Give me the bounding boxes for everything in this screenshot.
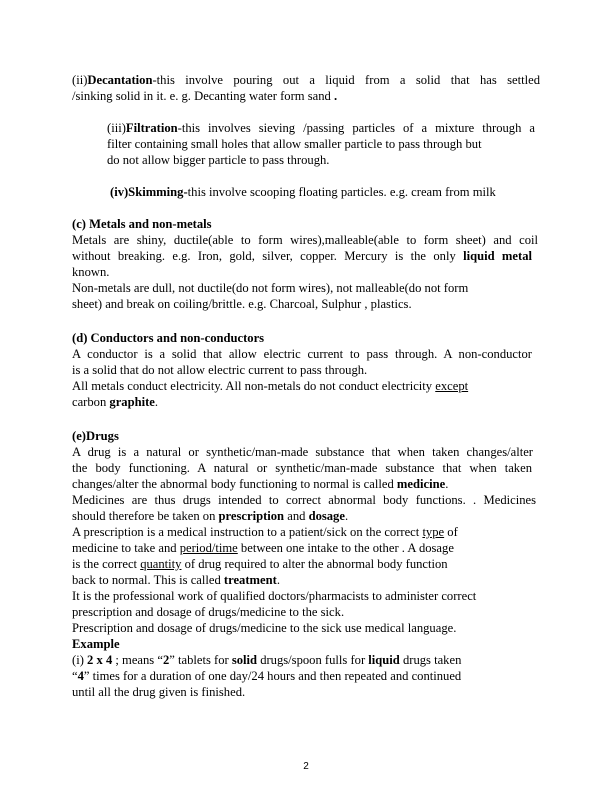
drugs-line-11: prescription and dosage of drugs/medicine to the sick. [72,605,345,619]
conductors-heading: (d) Conductors and non-conductors [72,331,265,345]
drugs-line-8: is the correct quantity of drug required to alter the abnormal body function [72,557,448,571]
drugs-line-7: medicine to take and period/time between one intake to the other . A dosage [72,541,454,555]
conductors-line-3: All metals conduct electricity. All non-metals do not conduct electricity except [72,379,469,393]
example-line-3: until all the drug given is finished. [72,685,246,699]
filtration-term: Filtration [125,121,178,135]
example-line-2: “4” times for a duration of one day/24 hours and then repeated and continued [72,669,462,683]
metals-line-2: without breaking. e.g. Iron, gold, silver, copper. Mercury is the only liquid metal [72,249,532,263]
drugs-line-1: A drug is a natural or synthetic/man-made substance that when taken changes/alter [72,445,533,459]
filtration-line-2: filter containing small holes that allow smaller particle to pass through but [107,137,482,151]
decantation-line-1: (ii)Decantation-this involve pouring out a liquid from a solid that has settled [72,73,540,87]
filtration-line-1: (iii)Filtration-this involves sieving /passing particles of a mixture through a [107,121,535,135]
conductors-line-4: carbon graphite. [72,395,159,409]
metals-heading: (c) Metals and non-metals [72,217,212,231]
drugs-line-9: back to normal. This is called treatment. [72,573,280,587]
drugs-line-6: A prescription is a medical instruction to a patient/sick on the correct type of [72,525,458,539]
drugs-line-3: changes/alter the abnormal body functioning to normal is called medicine. [72,477,449,491]
drugs-line-12: Prescription and dosage of drugs/medicine to the sick use medical language. [72,621,457,635]
drugs-line-4: Medicines are thus drugs intended to correct abnormal body functions. . Medicines [72,493,536,507]
example-heading: Example [72,637,120,651]
conductors-line-2: is a solid that do not allow electric current to pass through. [72,363,368,377]
conductors-line-1: A conductor is a solid that allow electric current to pass through. A non-conductor [72,347,532,361]
example-line-1: (i) 2 x 4 ; means “2” tablets for solid drugs/spoon fulls for liquid drugs taken [72,653,462,667]
filtration-line-3: do not allow bigger particle to pass through. [107,153,330,167]
decantation-term: Decantation [87,73,153,87]
nonmetals-line-1: Non-metals are dull, not ductile(do not form wires), not malleable(do not form [72,281,469,295]
page-number: 2 [303,761,309,772]
drugs-line-2: the body functioning. A natural or synthetic/man-made substance that when taken [72,461,532,475]
drugs-heading: (e)Drugs [72,429,119,443]
metals-line-1: Metals are shiny, ductile(able to form wires),malleable(able to form sheet) and coil [72,233,538,247]
metals-line-3: known. [72,265,110,279]
skimming-term: (iv)Skimming- [110,185,188,199]
drugs-line-5: should therefore be taken on prescription and dosage. [72,509,349,523]
skimming-line: (iv)Skimming-this involve scooping floating particles. e.g. cream from milk [110,185,496,199]
nonmetals-line-2: sheet) and break on coiling/brittle. e.g. Charcoal, Sulphur , plastics. [72,297,412,311]
decantation-line-2: /sinking solid in it. e. g. Decanting water form sand . [72,89,338,103]
drugs-line-10: It is the professional work of qualified doctors/pharmacists to administer correct [72,589,477,603]
